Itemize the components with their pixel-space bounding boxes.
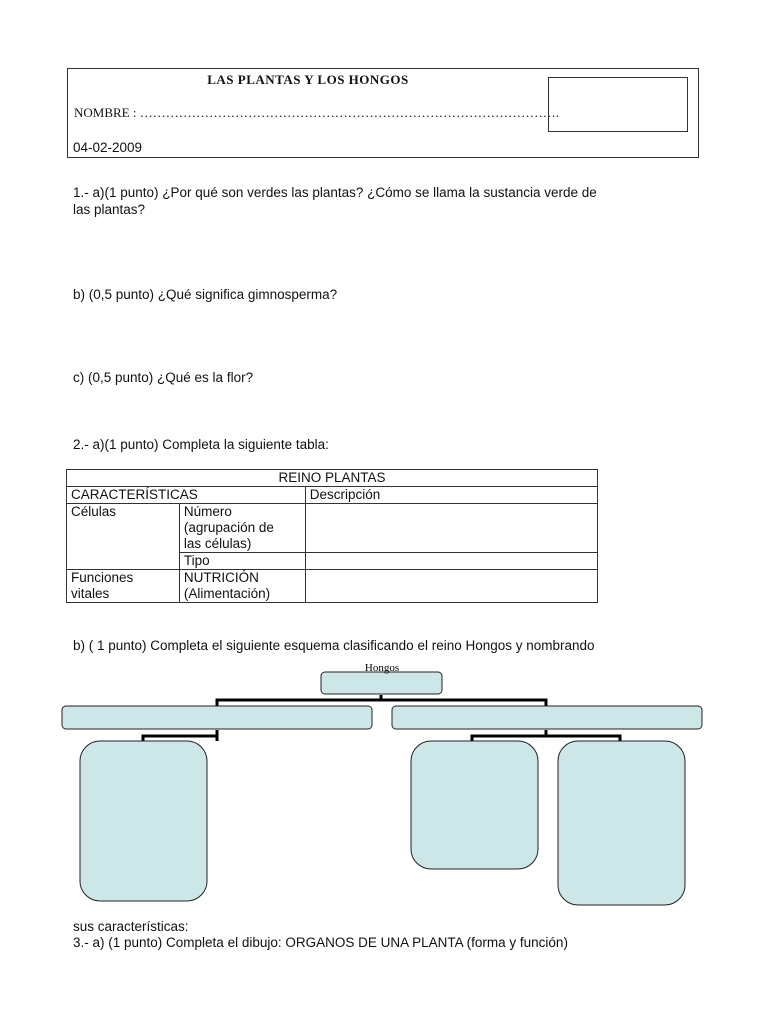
connector-left-children — [143, 730, 217, 741]
table-title: REINO PLANTAS — [67, 470, 598, 487]
number-line3: las células) — [183, 536, 252, 551]
page-title: LAS PLANTAS Y LOS HONGOS — [207, 72, 409, 87]
level2-middle-box[interactable] — [411, 741, 538, 869]
question-2a: 2.- a)(1 punto) Completa la siguiente tabla: — [73, 437, 329, 452]
table-cell-cells: Células — [67, 504, 180, 570]
fungi-classification-scheme — [0, 655, 768, 915]
table-cell-nutrition — [179, 570, 305, 603]
level1-left-box[interactable] — [62, 706, 372, 729]
level2-right-box[interactable] — [558, 741, 685, 905]
question-1a-line2: las plantas? — [73, 202, 146, 217]
plant-kingdom-table — [66, 469, 598, 603]
table-header-description: Descripción — [305, 487, 597, 504]
header-box — [67, 68, 699, 158]
answer-cell-nutrition[interactable] — [305, 570, 597, 603]
level1-right-box[interactable] — [392, 706, 702, 729]
connector-root-left — [217, 695, 381, 706]
nutrition-line1: NUTRICIÓN — [183, 570, 259, 585]
nutrition-line2: (Alimentación) — [183, 586, 271, 601]
grade-box[interactable] — [548, 77, 688, 132]
functions-line1: Funciones — [71, 570, 134, 585]
table-cell-number — [179, 504, 305, 553]
connector-root-right — [381, 700, 546, 706]
date-text: 04-02-2009 — [73, 140, 143, 155]
answer-cell-number[interactable] — [305, 504, 597, 553]
name-field[interactable]: NOMBRE : ……………………………………………………………………………………. — [74, 105, 559, 120]
level2-left-box[interactable] — [80, 741, 207, 901]
table-cell-functions — [67, 570, 180, 603]
table-row — [67, 487, 598, 504]
table-row — [67, 504, 598, 553]
connector-right-children — [472, 730, 620, 741]
question-2b: b) ( 1 punto) Completa el siguiente esquema clasificando el reino Hongos y nombrando — [73, 638, 595, 653]
answer-cell-type[interactable] — [305, 553, 597, 570]
root-label: Hongos — [364, 662, 400, 674]
question-2b-continued: sus características: — [73, 919, 189, 934]
functions-line2: vitales — [71, 586, 110, 601]
root-box[interactable] — [321, 672, 442, 694]
question-3a: 3.- a) (1 punto) Completa el dibujo: ORGANOS DE UNA PLANTA (forma y función) — [73, 935, 568, 950]
table-cell-type: Tipo — [179, 553, 305, 570]
table-header-characteristics: CARACTERÍSTICAS — [67, 487, 306, 504]
table-row — [67, 570, 598, 603]
question-1b: b) (0,5 punto) ¿Qué significa gimnosperma? — [73, 287, 338, 302]
question-1a-line1: 1.- a)(1 punto) ¿Por qué son verdes las plantas? ¿Cómo se llama la sustancia verde de — [73, 185, 597, 200]
number-line2: (agrupación de — [183, 520, 274, 535]
table-row — [67, 470, 598, 487]
question-1c: c) (0,5 punto) ¿Qué es la flor? — [73, 370, 254, 385]
number-line1: Número — [183, 504, 232, 519]
